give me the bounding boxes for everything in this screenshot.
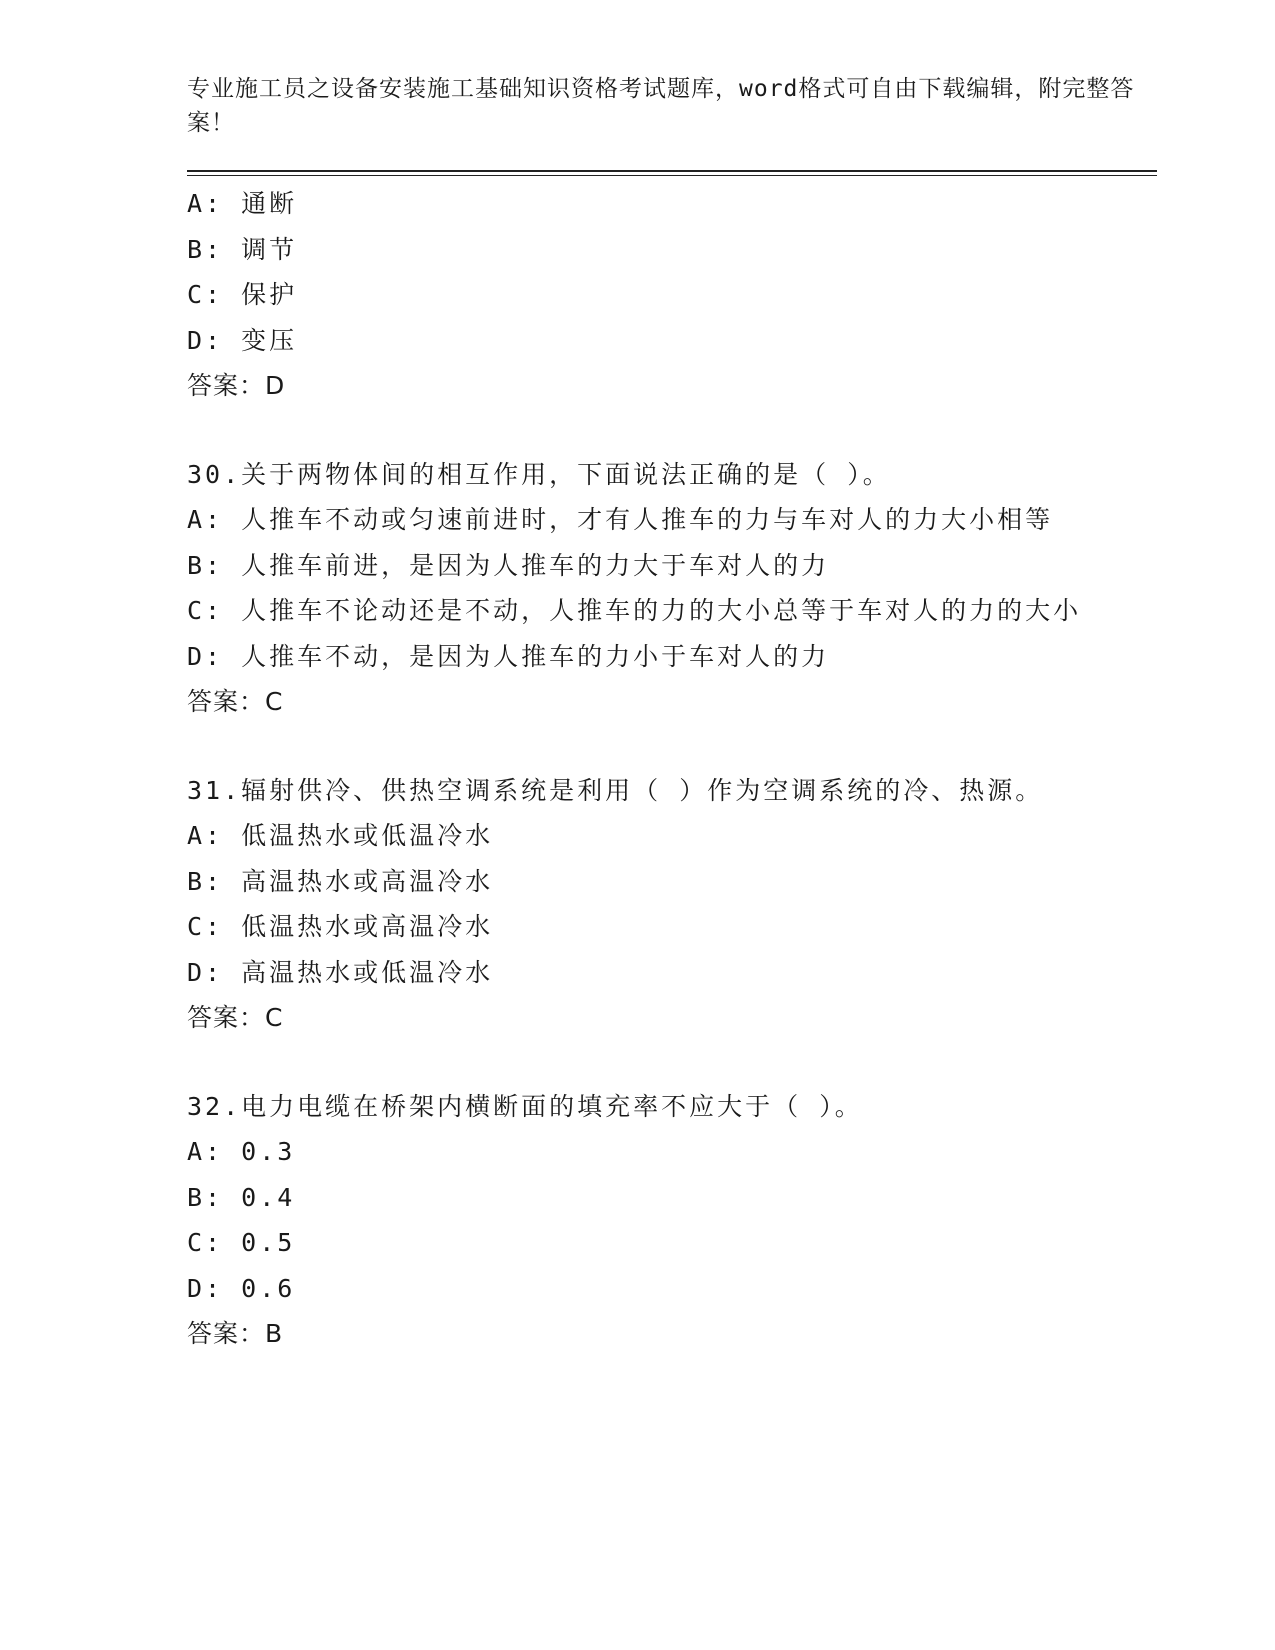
question-text: 32.电力电缆在桥架内横断面的填充率不应大于（ ）。 xyxy=(187,1091,863,1121)
option-b: B: 0.4 xyxy=(187,1182,296,1212)
question-30 xyxy=(187,452,1157,725)
option-c: C: 保护 xyxy=(187,280,298,309)
question-29-tail xyxy=(187,181,1157,409)
option-d: D: 高温热水或低温冷水 xyxy=(187,957,494,987)
document-page xyxy=(187,72,1157,1357)
answer-line: 答案：C xyxy=(187,1003,284,1032)
document-header: 专业施工员之设备安装施工基础知识资格考试题库，word格式可自由下载编辑，附完整答案！ xyxy=(187,76,1135,136)
option-c: C: 0.5 xyxy=(187,1228,296,1257)
question-32 xyxy=(187,1084,1157,1357)
option-c: C: 低温热水或高温冷水 xyxy=(187,912,494,941)
question-31 xyxy=(187,768,1157,1041)
answer-line: 答案：D xyxy=(187,371,286,400)
option-a: A: 低温热水或低温冷水 xyxy=(187,821,494,850)
option-a: A: 0.3 xyxy=(187,1137,296,1166)
option-d: D: 人推车不动，是因为人推车的力小于车对人的力 xyxy=(187,641,830,671)
option-b: B: 调节 xyxy=(187,234,298,264)
option-a: A: 通断 xyxy=(187,189,298,218)
answer-line: 答案：C xyxy=(187,687,284,716)
option-d: D: 变压 xyxy=(187,325,298,355)
option-d: D: 0.6 xyxy=(187,1273,296,1303)
question-text: 30.关于两物体间的相互作用，下面说法正确的是（ ）。 xyxy=(187,459,891,489)
option-a: A: 人推车不动或匀速前进时，才有人推车的力与车对人的力大小相等 xyxy=(187,505,1054,534)
header-divider xyxy=(187,170,1157,172)
option-b: B: 高温热水或高温冷水 xyxy=(187,866,494,896)
option-b: B: 人推车前进，是因为人推车的力大于车对人的力 xyxy=(187,550,830,580)
answer-line: 答案：B xyxy=(187,1319,284,1348)
option-c: C: 人推车不论动还是不动，人推车的力的大小总等于车对人的力的大小 xyxy=(187,596,1082,625)
question-text: 31.辐射供冷、供热空调系统是利用（ ）作为空调系统的冷、热源。 xyxy=(187,775,1044,805)
